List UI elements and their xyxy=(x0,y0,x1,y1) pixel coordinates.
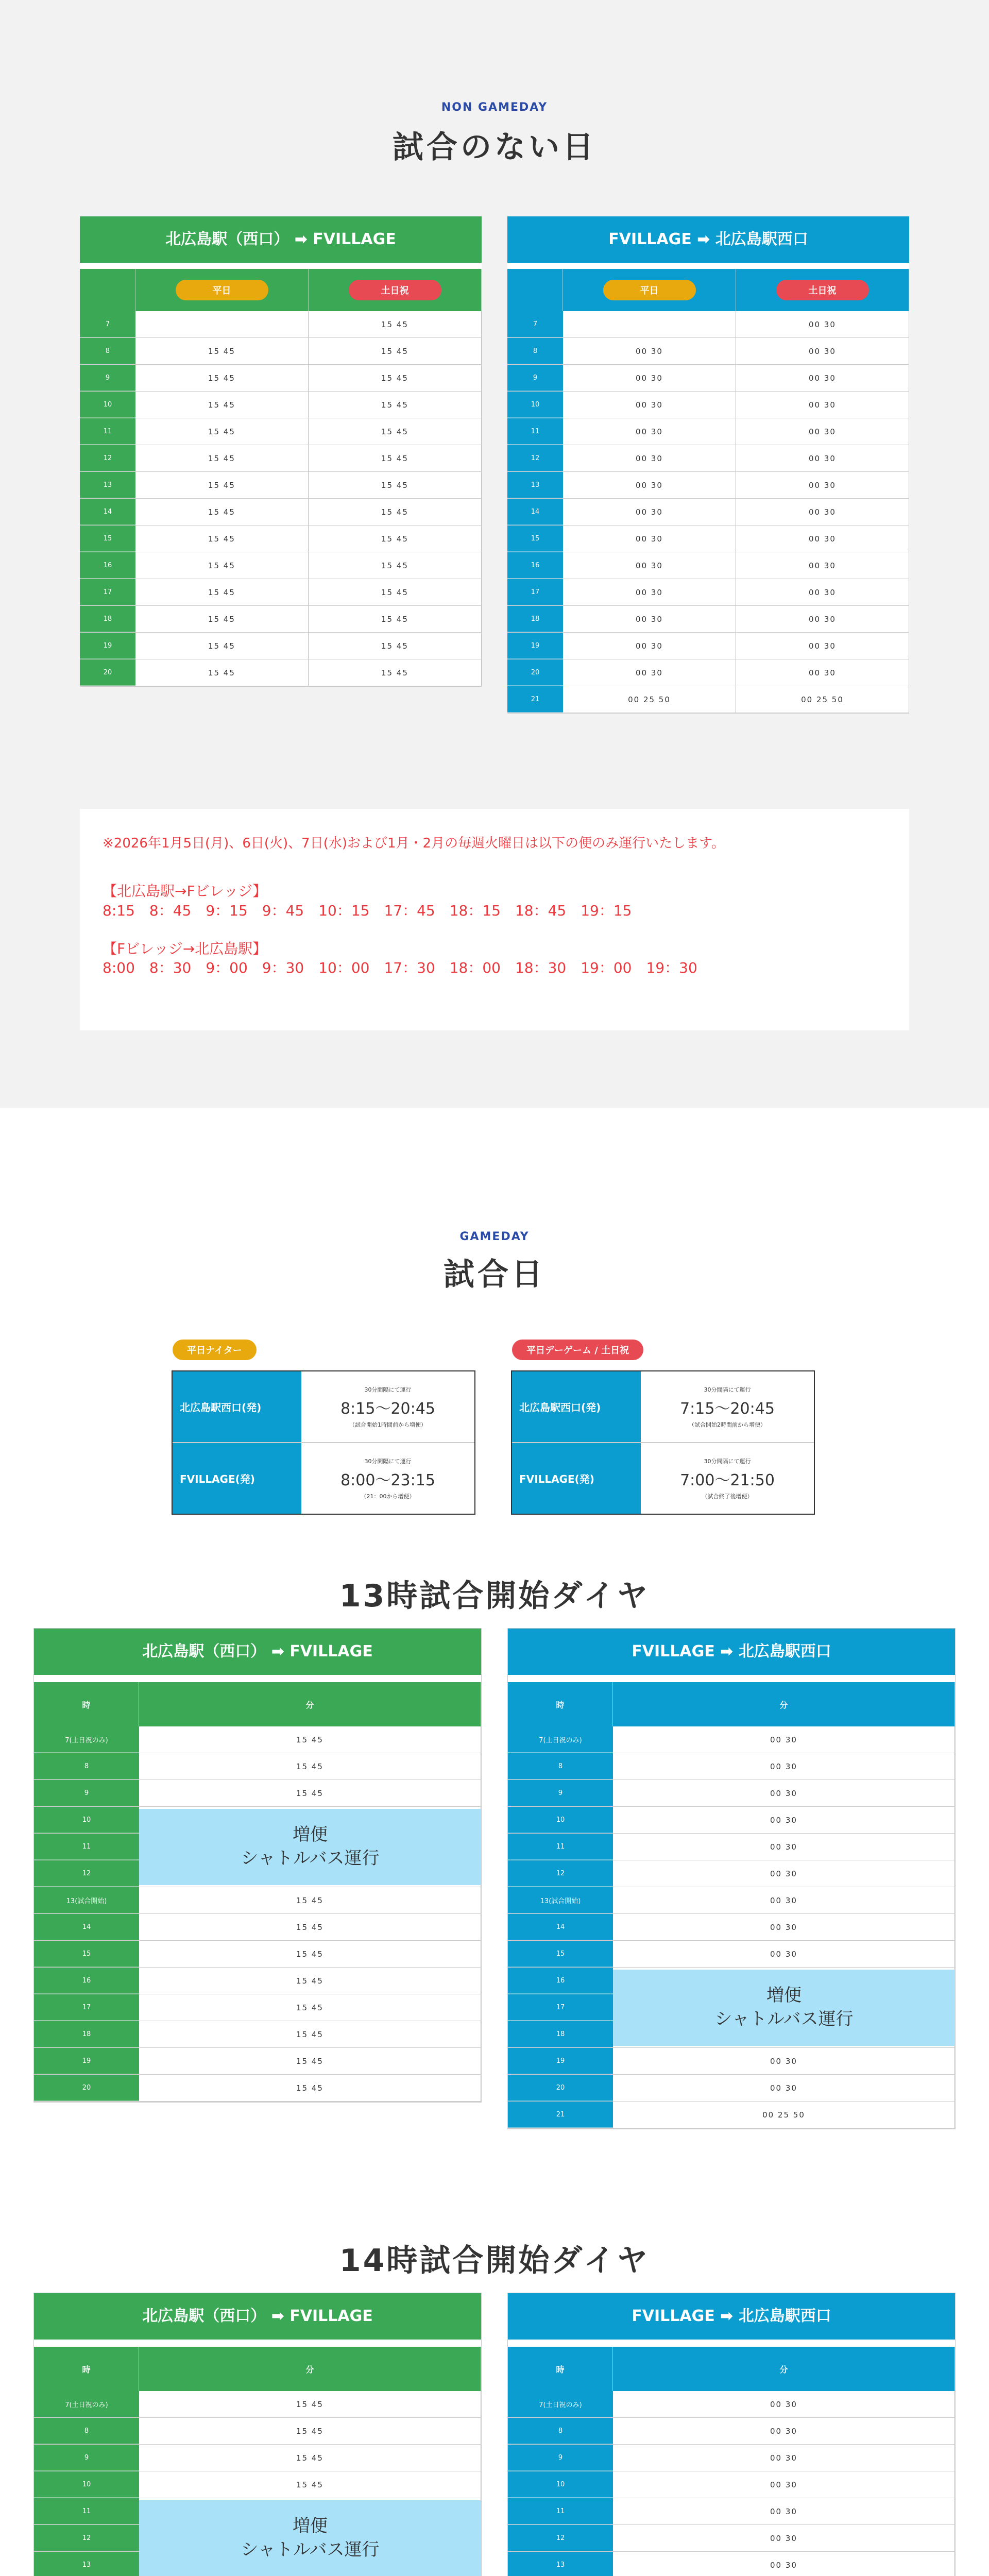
night-game-tag: 平日ナイター xyxy=(173,1340,257,1360)
hour-cell: 17 xyxy=(508,1994,613,2021)
table-row xyxy=(507,392,909,418)
table-body xyxy=(508,2391,955,2576)
nongame-table-right xyxy=(507,216,909,714)
minutes-cell: 15 45 xyxy=(139,2048,481,2074)
hour-column-header: 時 xyxy=(508,1682,613,1726)
schedule-note: 30分間隔にて運行 xyxy=(704,1458,751,1465)
minutes-cell: 15 45 xyxy=(139,1753,481,1780)
minutes-cell: 15 45 xyxy=(139,1726,481,1753)
weekday-minutes: 15 45 xyxy=(135,633,309,659)
table-header: FVILLAGE ➡ 北広島駅西口 xyxy=(508,2293,955,2340)
nongame-table-left xyxy=(80,216,482,687)
table-row xyxy=(507,552,909,579)
minutes-cell: 00 30 xyxy=(613,2552,955,2576)
hour-cell: 19 xyxy=(508,2048,613,2074)
weekend-minutes: 15 45 xyxy=(309,633,482,659)
table-row xyxy=(508,2391,955,2418)
hour-cell: 20 xyxy=(507,659,563,686)
hour-cell: 12 xyxy=(508,2525,613,2551)
weekend-minutes: 00 30 xyxy=(736,445,909,471)
weekday-minutes: 00 30 xyxy=(563,392,736,418)
hour-cell: 13 xyxy=(508,2552,613,2576)
weekend-minutes: 00 30 xyxy=(736,392,909,418)
right-timetable xyxy=(507,1628,956,2129)
minutes-cell: 00 30 xyxy=(613,1860,955,1887)
weekend-minutes: 15 45 xyxy=(309,392,482,418)
weekend-minutes: 15 45 xyxy=(309,499,482,525)
column-header-row xyxy=(80,269,482,311)
schedule-label: 北広島駅西口(発) xyxy=(512,1371,641,1442)
weekday-minutes: 00 30 xyxy=(563,552,736,579)
hour-cell: 21 xyxy=(508,2102,613,2128)
minutes-cell: 15 45 xyxy=(139,2445,481,2471)
weekend-minutes: 15 45 xyxy=(309,552,482,579)
table-row xyxy=(508,2525,955,2552)
hour-cell: 9 xyxy=(508,2445,613,2471)
left-timetable xyxy=(33,2293,482,2576)
right-timetable xyxy=(507,2293,956,2576)
column-header-row xyxy=(508,2347,955,2391)
weekday-minutes: 00 25 50 xyxy=(563,686,736,713)
weekend-minutes: 15 45 xyxy=(309,418,482,445)
table-row xyxy=(80,311,482,338)
schedule-sub: （試合開始1時間前から増便） xyxy=(349,1421,427,1428)
gameday-title: 試合日 xyxy=(444,1257,545,1293)
schedule-label: 北広島駅西口(発) xyxy=(173,1371,301,1442)
hour-cell: 10 xyxy=(80,392,135,418)
weekday-minutes: 15 45 xyxy=(135,579,309,605)
hour-cell: 11 xyxy=(34,1834,139,1860)
hour-cell: 13(試合開始) xyxy=(34,1887,139,1913)
table-row xyxy=(80,659,482,686)
hour-cell: 10 xyxy=(507,392,563,418)
minutes-cell: 15 45 xyxy=(139,1780,481,1806)
table-row xyxy=(80,606,482,633)
weekday-minutes: 00 30 xyxy=(563,418,736,445)
hour-cell: 12 xyxy=(507,445,563,471)
shuttle-overlay: 増便 シャトルバス運行 xyxy=(139,1809,481,1885)
hour-cell: 16 xyxy=(80,552,135,579)
hour-cell: 14 xyxy=(507,499,563,525)
table-body xyxy=(34,2391,481,2576)
weekday-minutes: 15 45 xyxy=(135,472,309,498)
hour-column-header: 時 xyxy=(508,2347,613,2391)
table-row xyxy=(508,1753,955,1780)
hour-cell: 9 xyxy=(507,365,563,391)
table-row xyxy=(508,1887,955,1914)
weekend-minutes: 00 30 xyxy=(736,499,909,525)
schedule-sub: （試合終了後増便） xyxy=(702,1493,753,1500)
table-row xyxy=(34,1994,481,2021)
weekday-minutes: 15 45 xyxy=(135,606,309,632)
hour-cell: 18 xyxy=(508,2021,613,2047)
hour-cell: 19 xyxy=(80,633,135,659)
minutes-cell: 15 45 xyxy=(139,2471,481,2498)
schedule-note: 30分間隔にて運行 xyxy=(364,1458,412,1465)
notice-label-to-station: 【Fビレッジ→北広島駅】 xyxy=(103,940,267,957)
hour-cell: 11 xyxy=(508,1834,613,1860)
hour-cell: 20 xyxy=(508,2075,613,2101)
hour-cell: 8 xyxy=(508,2418,613,2444)
hour-cell: 9 xyxy=(508,1780,613,1806)
hour-cell: 11 xyxy=(508,2498,613,2524)
hour-cell: 18 xyxy=(507,606,563,632)
minutes-cell: 00 30 xyxy=(613,2445,955,2471)
table-header: 北広島駅（西口） ➡ FVILLAGE xyxy=(34,2293,481,2340)
weekday-minutes xyxy=(563,311,736,337)
hour-cell: 19 xyxy=(34,2048,139,2074)
hour-cell: 15 xyxy=(508,1941,613,1967)
weekend-minutes: 00 30 xyxy=(736,311,909,337)
minutes-cell: 15 45 xyxy=(139,1994,481,2021)
table-row xyxy=(508,1860,955,1887)
hour-cell: 14 xyxy=(34,1914,139,1940)
weekday-minutes: 00 30 xyxy=(563,579,736,605)
hour-cell: 8 xyxy=(34,1753,139,1780)
hour-cell: 9 xyxy=(34,2445,139,2471)
hour-cell: 11 xyxy=(80,418,135,445)
table-row xyxy=(507,686,909,713)
weekend-minutes: 15 45 xyxy=(309,472,482,498)
schedule-note: 30分間隔にて運行 xyxy=(704,1386,751,1393)
weekday-minutes: 00 30 xyxy=(563,606,736,632)
hour-cell: 7(土日祝のみ) xyxy=(34,1726,139,1753)
hour-cell: 8 xyxy=(507,338,563,364)
table-row xyxy=(508,2471,955,2498)
weekday-minutes: 00 30 xyxy=(563,472,736,498)
weekend-minutes: 00 30 xyxy=(736,526,909,552)
minute-column-header: 分 xyxy=(139,1682,481,1726)
weekday-minutes xyxy=(135,311,309,337)
hour-cell: 8 xyxy=(34,2418,139,2444)
hour-cell: 9 xyxy=(34,1780,139,1806)
table-row xyxy=(508,1941,955,1968)
hour-cell: 17 xyxy=(507,579,563,605)
night-game-schedule xyxy=(172,1345,475,1515)
minutes-cell: 00 30 xyxy=(613,1941,955,1967)
weekday-minutes: 00 30 xyxy=(563,659,736,686)
hour-cell: 13 xyxy=(507,472,563,498)
weekend-minutes: 00 30 xyxy=(736,633,909,659)
table-row xyxy=(507,418,909,445)
hour-cell: 15 xyxy=(80,526,135,552)
shuttle-overlay: 増便 シャトルバス運行 xyxy=(139,2500,481,2576)
hour-cell: 17 xyxy=(80,579,135,605)
minutes-cell: 00 30 xyxy=(613,1887,955,1913)
table-row xyxy=(507,311,909,338)
table-row xyxy=(508,2102,955,2128)
minutes-cell: 15 45 xyxy=(139,1941,481,1967)
schedule-label: FVILLAGE(発) xyxy=(173,1443,301,1514)
hour-cell: 19 xyxy=(507,633,563,659)
weekday-minutes: 00 30 xyxy=(563,526,736,552)
weekend-minutes: 15 45 xyxy=(309,579,482,605)
table-row xyxy=(508,2498,955,2525)
hour-cell: 15 xyxy=(507,526,563,552)
table-row xyxy=(508,2445,955,2471)
hour-cell: 7(土日祝のみ) xyxy=(34,2391,139,2417)
hour-cell: 8 xyxy=(508,1753,613,1780)
table-header: 北広島駅（西口） ➡ FVILLAGE xyxy=(80,216,482,263)
minutes-cell: 00 30 xyxy=(613,1726,955,1753)
table-row xyxy=(80,633,482,659)
table-row xyxy=(80,552,482,579)
hour-cell: 13 xyxy=(34,2552,139,2576)
hour-cell: 16 xyxy=(508,1968,613,1994)
hour-column-header: 時 xyxy=(34,1682,139,1726)
weekend-minutes: 00 30 xyxy=(736,418,909,445)
minutes-cell: 00 30 xyxy=(613,2048,955,2074)
table-row xyxy=(34,1726,481,1753)
weekday-minutes: 15 45 xyxy=(135,338,309,364)
table-body xyxy=(507,311,909,714)
hour-cell: 17 xyxy=(34,1994,139,2021)
table-row xyxy=(80,499,482,526)
hour-cell: 10 xyxy=(34,2471,139,2498)
section-title: 13時試合開始ダイヤ xyxy=(339,1578,650,1614)
notice-times-to-fvillage: 8:15 8：45 9：15 9：45 10：15 17：45 18：15 18：45 19：15 xyxy=(103,902,632,919)
table-row xyxy=(508,2075,955,2102)
table-header: 北広島駅（西口） ➡ FVILLAGE xyxy=(34,1629,481,1675)
weekday-minutes: 15 45 xyxy=(135,418,309,445)
hour-cell: 13 xyxy=(80,472,135,498)
weekend-minutes: 00 30 xyxy=(736,365,909,391)
table-row xyxy=(34,2048,481,2075)
left-timetable xyxy=(33,1628,482,2103)
table-row xyxy=(80,338,482,365)
weekend-minutes: 15 45 xyxy=(309,311,482,337)
minutes-cell: 00 30 xyxy=(613,2498,955,2524)
column-header-row xyxy=(34,2347,481,2391)
weekday-minutes: 00 30 xyxy=(563,338,736,364)
column-header-row xyxy=(507,269,909,311)
weekday-minutes: 00 30 xyxy=(563,365,736,391)
table-row xyxy=(507,499,909,526)
schedule-sub: （試合開始2時間前から増便） xyxy=(689,1421,766,1428)
table-row xyxy=(508,2048,955,2075)
weekday-minutes: 15 45 xyxy=(135,659,309,686)
hour-cell: 12 xyxy=(34,1860,139,1887)
minute-column-header: 分 xyxy=(613,1682,955,1726)
weekend-minutes: 15 45 xyxy=(309,365,482,391)
weekday-minutes: 15 45 xyxy=(135,526,309,552)
minutes-cell: 00 30 xyxy=(613,1807,955,1833)
table-row xyxy=(34,2445,481,2471)
table-row xyxy=(507,606,909,633)
table-body xyxy=(34,1726,481,2102)
minute-column-header: 分 xyxy=(139,2347,481,2391)
table-row xyxy=(507,579,909,606)
minutes-cell: 00 30 xyxy=(613,1914,955,1940)
weekday-pill: 平日 xyxy=(176,280,268,300)
table-row xyxy=(34,2471,481,2498)
minutes-cell: 15 45 xyxy=(139,2391,481,2417)
weekend-minutes: 00 30 xyxy=(736,338,909,364)
table-row xyxy=(34,2021,481,2048)
hour-cell: 16 xyxy=(34,1968,139,1994)
minutes-cell: 15 45 xyxy=(139,1914,481,1940)
weekend-minutes: 15 45 xyxy=(309,606,482,632)
table-row xyxy=(508,1780,955,1807)
weekday-minutes: 15 45 xyxy=(135,392,309,418)
weekday-pill: 平日 xyxy=(603,280,696,300)
table-row xyxy=(507,338,909,365)
minutes-cell: 00 30 xyxy=(613,2391,955,2417)
table-row xyxy=(34,1914,481,1941)
hour-cell: 18 xyxy=(34,2021,139,2047)
table-row xyxy=(507,659,909,686)
minutes-cell: 15 45 xyxy=(139,1887,481,1913)
table-row xyxy=(80,365,482,392)
hour-cell: 16 xyxy=(507,552,563,579)
minutes-cell: 15 45 xyxy=(139,2075,481,2101)
hour-cell: 20 xyxy=(80,659,135,686)
hour-cell: 7 xyxy=(80,311,135,337)
table-body xyxy=(508,1726,955,2129)
schedule-sub: （21：00から増便） xyxy=(361,1493,415,1500)
column-header-row xyxy=(508,1682,955,1726)
notice-intro: ※2026年1月5日(月)、6日(火)、7日(水)および1月・2月の毎週火曜日は以下の便のみ運行いたします。 xyxy=(103,836,725,851)
weekend-pill: 土日祝 xyxy=(349,280,441,300)
table-row xyxy=(34,1941,481,1968)
weekend-minutes: 00 30 xyxy=(736,659,909,686)
weekend-minutes: 00 30 xyxy=(736,606,909,632)
minutes-cell: 00 30 xyxy=(613,2418,955,2444)
section-title: 14時試合開始ダイヤ xyxy=(339,2243,650,2279)
table-row xyxy=(508,1914,955,1941)
weekday-minutes: 15 45 xyxy=(135,365,309,391)
weekend-pill: 土日祝 xyxy=(776,280,869,300)
minutes-cell: 00 30 xyxy=(613,1780,955,1806)
table-row xyxy=(34,1887,481,1914)
hour-cell: 12 xyxy=(34,2525,139,2551)
column-header-row xyxy=(34,1682,481,1726)
table-row xyxy=(80,472,482,499)
hour-cell: 7(土日祝のみ) xyxy=(508,1726,613,1753)
notice-label-to-fvillage: 【北広島駅→Fビレッジ】 xyxy=(103,883,267,900)
table-row xyxy=(34,2391,481,2418)
weekday-minutes: 00 30 xyxy=(563,633,736,659)
table-row xyxy=(34,1780,481,1807)
weekday-minutes: 15 45 xyxy=(135,445,309,471)
table-row xyxy=(508,2418,955,2445)
hour-column-header: 時 xyxy=(34,2347,139,2391)
minutes-cell: 00 30 xyxy=(613,2075,955,2101)
hour-cell: 7(土日祝のみ) xyxy=(508,2391,613,2417)
hour-cell: 8 xyxy=(80,338,135,364)
hour-cell: 10 xyxy=(34,1807,139,1833)
hour-cell: 15 xyxy=(34,1941,139,1967)
schedule-time: 7:00〜21:50 xyxy=(680,1471,775,1489)
table-row xyxy=(507,365,909,392)
table-row xyxy=(80,445,482,472)
table-row xyxy=(508,2552,955,2576)
table-row xyxy=(34,1968,481,1994)
table-row xyxy=(80,526,482,552)
hour-cell: 12 xyxy=(80,445,135,471)
service-notice xyxy=(80,809,909,1030)
gameday-eyebrow: GAMEDAY xyxy=(459,1230,530,1243)
table-header: FVILLAGE ➡ 北広島駅西口 xyxy=(507,216,909,263)
table-row xyxy=(508,1726,955,1753)
hour-cell: 10 xyxy=(508,2471,613,2498)
hour-cell: 11 xyxy=(34,2498,139,2524)
hour-cell: 20 xyxy=(34,2075,139,2101)
table-row xyxy=(507,472,909,499)
hour-cell: 21 xyxy=(507,686,563,713)
minutes-cell: 15 45 xyxy=(139,1968,481,1994)
minutes-cell: 15 45 xyxy=(139,2021,481,2047)
hour-cell: 18 xyxy=(80,606,135,632)
minutes-cell: 00 30 xyxy=(613,2471,955,2498)
nongame-title: 試合のない日 xyxy=(393,129,596,165)
hour-cell: 14 xyxy=(508,1914,613,1940)
schedule-time: 8:15〜20:45 xyxy=(340,1399,435,1418)
table-row xyxy=(508,1834,955,1860)
schedule-time: 8:00〜23:15 xyxy=(340,1471,435,1489)
weekday-minutes: 00 30 xyxy=(563,499,736,525)
hour-cell: 11 xyxy=(507,418,563,445)
minute-column-header: 分 xyxy=(613,2347,955,2391)
hour-cell: 12 xyxy=(508,1860,613,1887)
minutes-cell: 00 30 xyxy=(613,1753,955,1780)
minutes-cell: 15 45 xyxy=(139,2418,481,2444)
weekend-minutes: 00 30 xyxy=(736,472,909,498)
schedule-time: 7:15〜20:45 xyxy=(680,1399,775,1418)
schedule-note: 30分間隔にて運行 xyxy=(364,1386,412,1393)
hour-cell: 7 xyxy=(507,311,563,337)
minutes-cell: 00 30 xyxy=(613,1834,955,1860)
table-row xyxy=(507,633,909,659)
weekend-minutes: 15 45 xyxy=(309,526,482,552)
hour-cell: 13(試合開始) xyxy=(508,1887,613,1913)
weekend-minutes: 15 45 xyxy=(309,659,482,686)
weekend-minutes: 00 30 xyxy=(736,552,909,579)
table-row xyxy=(34,2418,481,2445)
nongame-eyebrow: NON GAMEDAY xyxy=(441,101,548,114)
table-row xyxy=(80,418,482,445)
table-header: FVILLAGE ➡ 北広島駅西口 xyxy=(508,1629,955,1675)
table-row xyxy=(508,1807,955,1834)
weekday-minutes: 15 45 xyxy=(135,552,309,579)
schedule-label: FVILLAGE(発) xyxy=(512,1443,641,1514)
weekend-minutes: 15 45 xyxy=(309,338,482,364)
table-row xyxy=(507,445,909,472)
table-row xyxy=(34,1753,481,1780)
table-row xyxy=(507,526,909,552)
hour-cell: 9 xyxy=(80,365,135,391)
weekend-minutes: 00 25 50 xyxy=(736,686,909,713)
hour-cell: 14 xyxy=(80,499,135,525)
minutes-cell: 00 30 xyxy=(613,2525,955,2551)
weekend-minutes: 15 45 xyxy=(309,445,482,471)
day-game-tag: 平日デーゲーム / 土日祝 xyxy=(512,1340,643,1360)
shuttle-overlay: 増便 シャトルバス運行 xyxy=(613,1970,955,2046)
table-row xyxy=(34,2075,481,2102)
minutes-cell: 00 25 50 xyxy=(613,2102,955,2128)
weekday-minutes: 00 30 xyxy=(563,445,736,471)
hour-cell: 10 xyxy=(508,1807,613,1833)
table-body xyxy=(80,311,482,687)
table-row xyxy=(80,579,482,606)
table-row xyxy=(80,392,482,418)
notice-times-to-station: 8:00 8：30 9：00 9：30 10：00 17：30 18：00 18：30 19：00 19：30 xyxy=(103,959,697,977)
day-game-schedule xyxy=(511,1345,815,1515)
weekday-minutes: 15 45 xyxy=(135,499,309,525)
weekend-minutes: 00 30 xyxy=(736,579,909,605)
